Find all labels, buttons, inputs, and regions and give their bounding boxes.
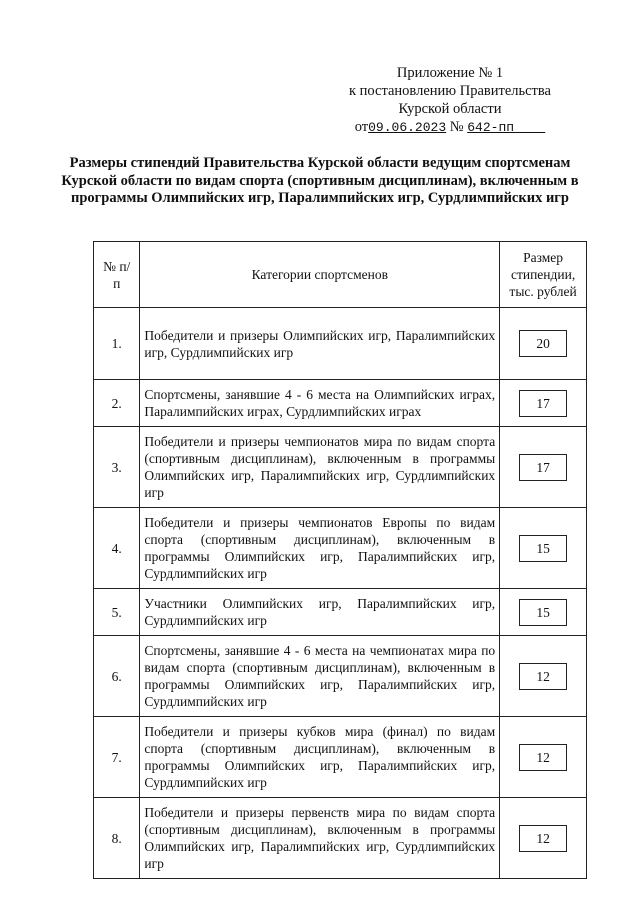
header-amount: Размер стипендии, тыс. рублей [500,242,587,308]
row-amount [500,380,587,427]
table-row [94,717,587,798]
date-number-line [335,118,565,137]
row-amount [500,589,587,636]
row-number: 7. [94,717,140,798]
table-row [94,798,587,879]
appendix-header [335,64,565,137]
amount-value: 12 [519,744,567,771]
row-category: Участники Олимпийских игр, Паралимпийских игр, Сурдлимпийских игр [140,589,500,636]
date-prefix: от [354,119,369,135]
header-num: № п/п [94,242,140,308]
table-header-row [94,242,587,308]
row-number: 5. [94,589,140,636]
row-category: Победители и призеры Олимпийских игр, Паралимпийских игр, Сурдлимпийских игр [140,308,500,380]
appendix-label: Приложение № 1 [396,65,504,81]
table-row [94,589,587,636]
document-number: 642-пп [467,120,515,135]
amount-value: 12 [519,663,567,690]
amount-value: 12 [519,825,567,852]
amount-value: 17 [519,390,567,417]
number-sign: № [449,119,464,135]
table-row [94,308,587,380]
table-row [94,508,587,589]
row-amount [500,717,587,798]
amount-value: 15 [519,535,567,562]
amount-value: 20 [519,330,567,357]
document-title: Размеры стипендий Правительства Курской области ведущим спортсменам Курской области по видам спорта (спортивным дисциплинам), включенным в программы Олимпийских игр, Паралимпийских игр, Сурдлимпийских игр [61,155,579,206]
table-row [94,427,587,508]
resolution-reference: к постановлению Правительства [349,83,551,99]
row-amount [500,508,587,589]
amount-value: 17 [519,454,567,481]
row-number: 4. [94,508,140,589]
row-amount [500,798,587,879]
table-row [94,636,587,717]
document-date: 09.06.2023 [368,120,447,135]
region-name: Курской области [398,101,502,117]
row-category: Спортсмены, занявшие 4 - 6 места на Олимпийских играх, Паралимпийских играх, Сурдлимпийских играх [140,380,500,427]
header-category: Категории спортсменов [140,242,500,308]
row-category: Победители и призеры чемпионатов мира по видам спорта (спортивным дисциплинам), включенным в программы Олимпийских игр, Паралимпийских игр, Сурдлимпийских игр [140,427,500,508]
stipend-table [93,241,587,879]
row-category: Победители и призеры первенств мира по видам спорта (спортивным дисциплинам), включенным в программы Олимпийских игр, Паралимпийских игр, Сурдлимпийских игр [140,798,500,879]
row-amount [500,636,587,717]
row-category: Победители и призеры кубков мира (финал) по видам спорта (спортивным дисциплинам), включенным в программы Олимпийских игр, Паралимпийских игр, Сурдлимпийских игр [140,717,500,798]
row-category: Спортсмены, занявшие 4 - 6 места на чемпионатах мира по видам спорта (спортивным дисциплинам), включенным в программы Олимпийских игр, Паралимпийских игр, Сурдлимпийских игр [140,636,500,717]
row-category: Победители и призеры чемпионатов Европы по видам спорта (спортивным дисциплинам), включенным в программы Олимпийских игр, Паралимпийских игр, Сурдлимпийских игр [140,508,500,589]
amount-value: 15 [519,599,567,626]
row-number: 8. [94,798,140,879]
table-row [94,380,587,427]
row-amount [500,308,587,380]
row-amount [500,427,587,508]
row-number: 6. [94,636,140,717]
row-number: 1. [94,308,140,380]
row-number: 2. [94,380,140,427]
row-number: 3. [94,427,140,508]
